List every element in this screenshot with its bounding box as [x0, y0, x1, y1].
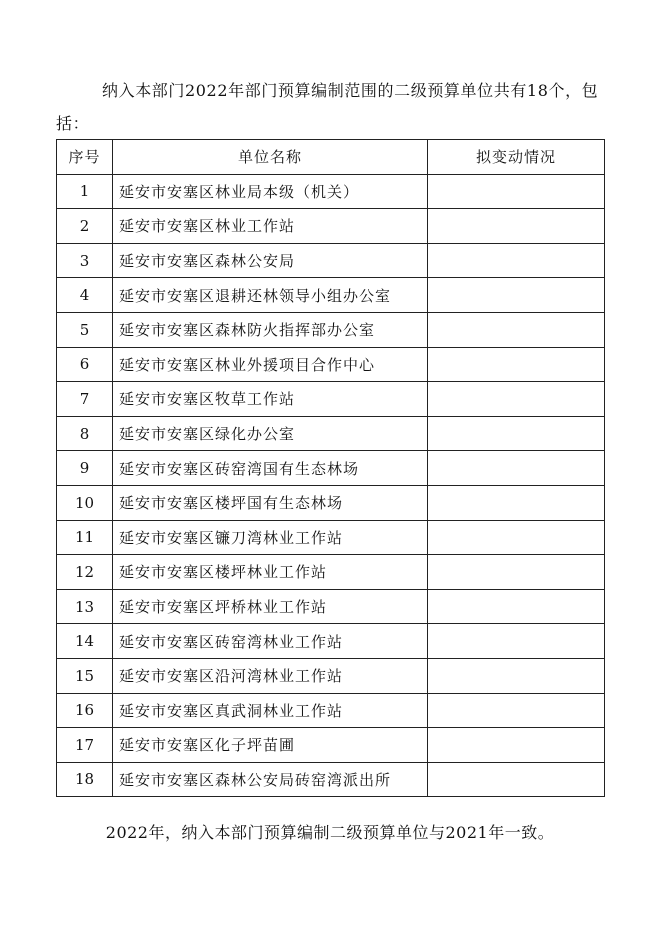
- row-planned-change: [428, 174, 605, 209]
- row-serial-number: 14: [57, 624, 113, 659]
- row-serial-number: 8: [57, 416, 113, 451]
- row-planned-change: [428, 209, 605, 244]
- row-planned-change: [428, 347, 605, 382]
- table-row: [57, 728, 605, 763]
- row-planned-change: [428, 762, 605, 797]
- row-serial-number: 1: [57, 174, 113, 209]
- footer-paragraph: 2022年，纳入本部门预算编制二级预算单位与2021年一致。: [105, 823, 555, 842]
- row-unit-name: 延安市安塞区沿河湾林业工作站: [113, 658, 428, 693]
- row-unit-name: 延安市安塞区林业外援项目合作中心: [113, 347, 428, 382]
- row-planned-change: [428, 520, 605, 555]
- row-planned-change: [428, 278, 605, 313]
- row-serial-number: 9: [57, 451, 113, 486]
- table-row: [57, 209, 605, 244]
- table-row: [57, 278, 605, 313]
- row-serial-number: 10: [57, 485, 113, 520]
- row-planned-change: [428, 658, 605, 693]
- table-row: [57, 520, 605, 555]
- row-planned-change: [428, 451, 605, 486]
- header-serial-number: 序号: [57, 140, 113, 175]
- row-serial-number: 11: [57, 520, 113, 555]
- row-serial-number: 13: [57, 589, 113, 624]
- row-unit-name: 延安市安塞区退耕还林领导小组办公室: [113, 278, 428, 313]
- table-header-row: [57, 140, 605, 175]
- row-serial-number: 12: [57, 555, 113, 590]
- table-row: [57, 762, 605, 797]
- row-planned-change: [428, 485, 605, 520]
- row-planned-change: [428, 728, 605, 763]
- row-serial-number: 6: [57, 347, 113, 382]
- row-serial-number: 18: [57, 762, 113, 797]
- table-row: [57, 485, 605, 520]
- table-row: [57, 382, 605, 417]
- row-unit-name: 延安市安塞区森林防火指挥部办公室: [113, 312, 428, 347]
- row-serial-number: 3: [57, 243, 113, 278]
- table-row: [57, 243, 605, 278]
- row-planned-change: [428, 312, 605, 347]
- table-row: [57, 451, 605, 486]
- row-unit-name: 延安市安塞区牧草工作站: [113, 382, 428, 417]
- row-planned-change: [428, 382, 605, 417]
- row-unit-name: 延安市安塞区林业工作站: [113, 209, 428, 244]
- row-serial-number: 5: [57, 312, 113, 347]
- header-planned-change: 拟变动情况: [428, 140, 605, 175]
- table-row: [57, 589, 605, 624]
- table-row: [57, 555, 605, 590]
- table-row: [57, 174, 605, 209]
- row-planned-change: [428, 589, 605, 624]
- row-unit-name: 延安市安塞区绿化办公室: [113, 416, 428, 451]
- row-planned-change: [428, 693, 605, 728]
- row-planned-change: [428, 624, 605, 659]
- table-row: [57, 624, 605, 659]
- row-serial-number: 15: [57, 658, 113, 693]
- row-serial-number: 7: [57, 382, 113, 417]
- table-row: [57, 658, 605, 693]
- table-row: [57, 416, 605, 451]
- row-planned-change: [428, 555, 605, 590]
- row-unit-name: 延安市安塞区砖窑湾林业工作站: [113, 624, 428, 659]
- row-unit-name: 延安市安塞区林业局本级（机关）: [113, 174, 428, 209]
- row-unit-name: 延安市安塞区森林公安局砖窑湾派出所: [113, 762, 428, 797]
- row-unit-name: 延安市安塞区真武洞林业工作站: [113, 693, 428, 728]
- row-unit-name: 延安市安塞区砖窑湾国有生态林场: [113, 451, 428, 486]
- row-unit-name: 延安市安塞区楼坪国有生态林场: [113, 485, 428, 520]
- row-serial-number: 4: [57, 278, 113, 313]
- intro-paragraph: 纳入本部门2022年部门预算编制范围的二级预算单位共有18个，包括：: [56, 81, 599, 133]
- budget-units-table: [56, 139, 605, 797]
- row-serial-number: 17: [57, 728, 113, 763]
- row-unit-name: 延安市安塞区镰刀湾林业工作站: [113, 520, 428, 555]
- table-row: [57, 693, 605, 728]
- table-row: [57, 312, 605, 347]
- row-unit-name: 延安市安塞区楼坪林业工作站: [113, 555, 428, 590]
- table-row: [57, 347, 605, 382]
- row-serial-number: 2: [57, 209, 113, 244]
- row-unit-name: 延安市安塞区森林公安局: [113, 243, 428, 278]
- row-unit-name: 延安市安塞区化子坪苗圃: [113, 728, 428, 763]
- row-serial-number: 16: [57, 693, 113, 728]
- row-planned-change: [428, 416, 605, 451]
- row-unit-name: 延安市安塞区坪桥林业工作站: [113, 589, 428, 624]
- row-planned-change: [428, 243, 605, 278]
- header-unit-name: 单位名称: [113, 140, 428, 175]
